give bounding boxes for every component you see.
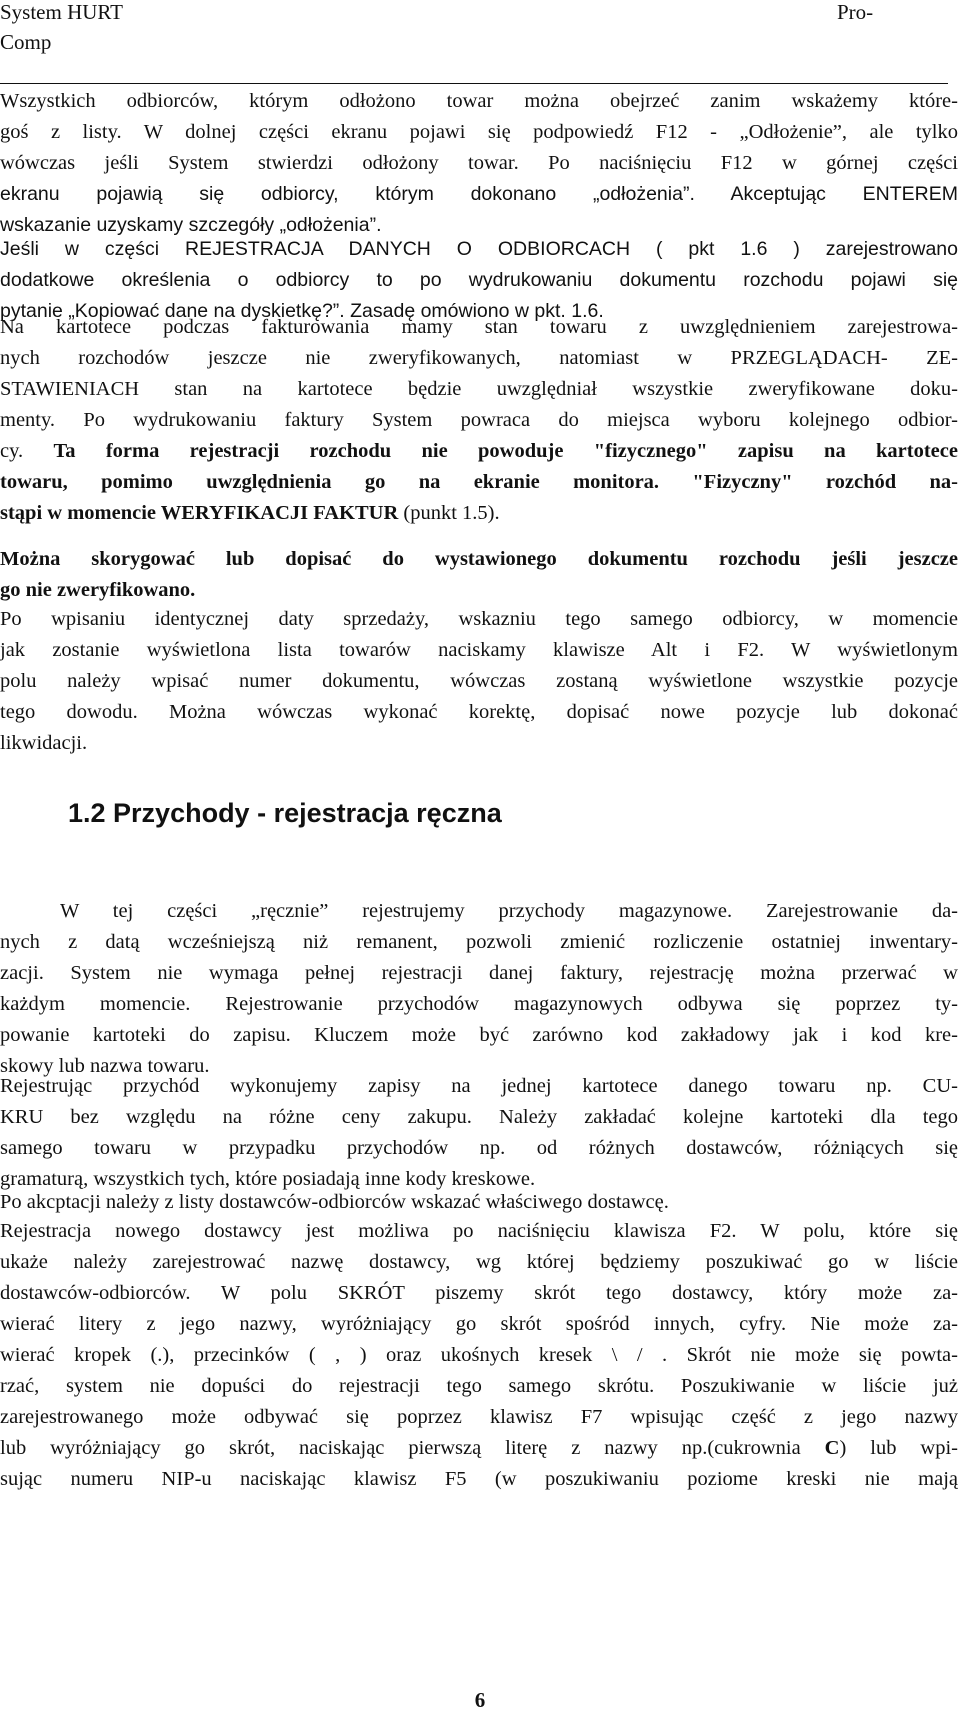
text-line: Wszystkich odbiorców, którym odłożono towar można obejrzeć zanim wskażemy które-	[0, 90, 958, 112]
text-line: Rejestracja nowego dostawcy jest możliwa po naciśnięciu klawisza F2. W polu, które się	[0, 1220, 958, 1242]
text-line: towaru, pomimo uwzględnienia go na ekranie monitora. "Fizyczny" rozchód na-	[0, 471, 958, 493]
paragraph-card-state	[0, 312, 958, 529]
text-line: rzać, system nie dopuści do rejestracji tego samego skrótu. Poszukiwanie w liście już	[0, 1375, 958, 1397]
text-line: Po wpisaniu identycznej daty sprzedaży, wskazniu tego samego odbiorcy, w momencie	[0, 608, 958, 630]
text-line: skowy lub nazwa towaru.	[0, 1055, 210, 1077]
text-line: nych rozchodów jeszcze nie zweryfikowanych, natomiast w PRZEGLĄDACH- ZE-	[0, 347, 958, 369]
text-line: jak zostanie wyświetlona lista towarów naciskamy klawisze Alt i F2. W wyświetlonym	[0, 639, 958, 661]
text-line: powanie kartoteki do zapisu. Kluczem może być zarówno kod zakładowy jak i kod kre-	[0, 1024, 958, 1046]
text-line: gramaturą, wszystkich tych, które posiadają inne kody kreskowe.	[0, 1168, 536, 1190]
text-line-mixed: cy. Ta forma rejestracji rozchodu nie powoduje "fizycznego" zapisu na kartotece	[0, 440, 958, 462]
header-company-part2: Comp	[0, 30, 52, 54]
section-heading: 1.2 Przychody - rejestracja ręczna	[68, 798, 502, 828]
paragraph-supplier-choice	[0, 1187, 958, 1218]
text-line: wierać litery z jego nazwy, wyróżniający go skrót spośród innych, cyfry. Nie może za-	[0, 1313, 958, 1335]
text-line: nych z datą wcześniejszą niż remanent, pozwoli zmienić rozliczenie ostatniej inwentary-	[0, 931, 958, 953]
header-system-name: System HURT	[0, 0, 123, 24]
text-line-mixed: stąpi w momencie WERYFIKACJI FAKTUR (punkt 1.5).	[0, 502, 500, 524]
text-line: STAWIENIACH stan na kartotece będzie uwzględniał wszystkie zweryfikowane doku-	[0, 378, 958, 400]
text-line: wierać kropek (.), przecinków ( , ) oraz ukośnych kresek \ / . Skrót nie może się powta-	[0, 1344, 958, 1366]
text-line: wskazanie uzyskamy szczegóły „odłożenia”.	[0, 214, 382, 236]
text-line: likwidacji.	[0, 732, 88, 754]
text-line: ukaże należy zarejestrować nazwę dostawcy, wg której będziemy poszukiwać go w liście	[0, 1251, 958, 1273]
text-line: sując numeru NIP-u naciskając klawisz F5 (w poszukiwaniu poziome kreski nie mają	[0, 1468, 958, 1490]
text-line: zacji. System nie wymaga pełnej rejestracji danej faktury, rejestrację można przerwać w	[0, 962, 958, 984]
paragraph-correction	[0, 604, 958, 759]
text-line: W tej części „ręcznie” rejestrujemy przychody magazynowe. Zarejestrowanie da-	[60, 900, 958, 922]
text-line: samego towaru w przypadku przychodów np. od różnych dostawców, różniących się	[0, 1137, 958, 1159]
paragraph-card-records	[0, 1071, 958, 1195]
paragraph-new-supplier	[0, 1216, 958, 1495]
text-line: Na kartotece podczas fakturowania mamy stan towaru z uwzględnieniem zarejestrowa-	[0, 316, 958, 338]
text-line: Jeśli w części REJESTRACJA DANYCH O ODBIORCACH ( pkt 1.6 ) zarejestrowano	[0, 238, 958, 260]
text-line: KRU bez względu na różne ceny zakupu. Należy zakładać kolejne kartoteki dla tego	[0, 1106, 958, 1128]
text-line: Rejestrując przychód wykonujemy zapisy na jednej kartotece danego towaru np. CU-	[0, 1075, 958, 1097]
paragraph-reserved-goods	[0, 86, 958, 241]
text-line: goś z listy. W dolnej części ekranu pojawi się podpowiedź F12 - „Odłożenie”, ale tylko	[0, 121, 958, 143]
text-line: Można skorygować lub dopisać do wystawionego dokumentu rozchodu jeśli jeszcze	[0, 548, 958, 570]
text-line: zarejestrowanego może odbywać się poprzez klawisz F7 wpisując część z jego nazwy	[0, 1406, 958, 1428]
text-line: dodatkowe określenia o odbiorcy to po wydrukowaniu dokumentu rozchodu pojawi się	[0, 269, 958, 291]
text-line: go nie zweryfikowano.	[0, 579, 196, 601]
text-line: dostawców-odbiorców. W polu SKRÓT piszemy skrót tego dostawcy, który może za-	[0, 1282, 958, 1304]
text-line: pytanie „Kopiować dane na dyskietkę?”. Zasadę omówiono w pkt. 1.6.	[0, 300, 604, 322]
page-number: 6	[474, 1688, 486, 1712]
text-line: wówczas jeśli System stwierdzi odłożony towar. Po naciśnięciu F12 w górnej części	[0, 152, 958, 174]
text-line: menty. Po wydrukowaniu faktury System powraca do miejsca wyboru kolejnego odbior-	[0, 409, 958, 431]
text-line-mixed: lub wyróżniający go skrót, naciskając pierwszą literę z nazwy np.(cukrownia C) lub wpi-	[0, 1437, 958, 1459]
text-line: tego dowodu. Można wówczas wykonać korektę, dopisać nowe pozycje lub dokonać	[0, 701, 958, 723]
text-line: każdym momencie. Rejestrowanie przychodów magazynowych odbywa się poprzez ty-	[0, 993, 958, 1015]
text-line: Po akcptacji należy z listy dostawców-odbiorców wskazać właściwego dostawcę.	[0, 1191, 669, 1213]
text-line: ekranu pojawią się odbiorcy, którym dokonano „odłożenia”. Akceptując ENTEREM	[0, 183, 958, 205]
paragraph-income-intro	[0, 896, 958, 1082]
header-rule	[0, 83, 948, 84]
text-line: polu należy wpisać numer dokumentu, wówczas zostaną wyświetlone wszystkie pozycje	[0, 670, 958, 692]
header-company-part1: Pro-	[837, 0, 874, 24]
paragraph-correction-bold	[0, 544, 958, 606]
